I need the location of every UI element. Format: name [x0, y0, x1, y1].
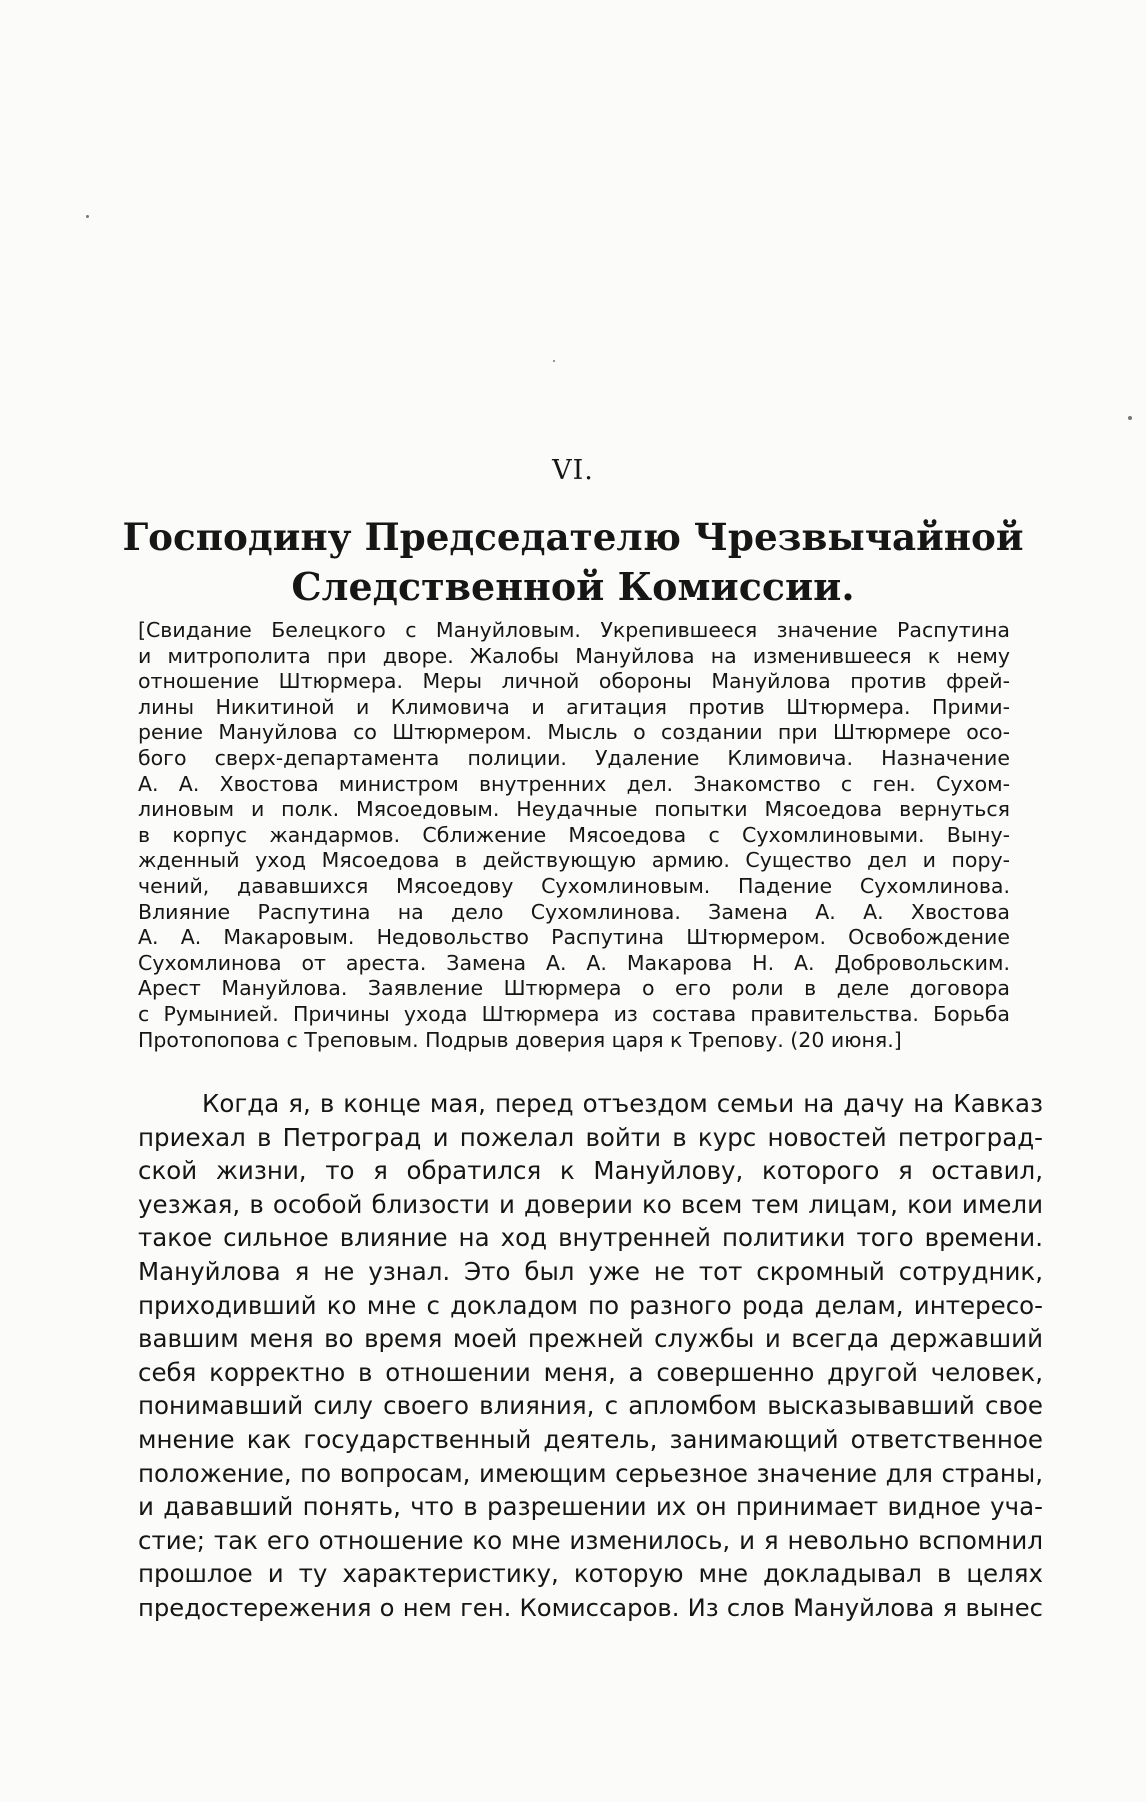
section-summary: [138, 618, 1010, 1053]
body-line: такое сильное влияние на ход внутренней политики того времени.: [138, 1223, 1043, 1253]
body-line: приехал в Петроград и пожелал войти в курс новостей петроград-: [138, 1122, 1043, 1152]
scan-speck: [86, 215, 89, 218]
body-line: мнение как государственный деятель, занимающий ответственное: [138, 1424, 1043, 1454]
summary-line: [Свидание Белецкого с Мануйловым. Укрепившееся значение Распутина: [138, 618, 1010, 642]
section-number: VI.: [552, 455, 594, 486]
scan-speck: [1128, 416, 1132, 420]
body-line: положение, по вопросам, имеющим серьезное значение для страны,: [138, 1458, 1043, 1488]
summary-line: А. А. Хвостова министром внутренних дел. Знакомство с ген. Сухом-: [138, 771, 1010, 796]
body-line: Когда я, в конце мая, перед отъездом семьи на дачу на Кавказ: [202, 1089, 1043, 1118]
summary-line: и митрополита при дворе. Жалобы Мануйлова на изменившееся к нему: [138, 643, 1010, 668]
summary-line: Протопопова с Треповым. Подрыв доверия царя к Трепову. (20 июня.]: [138, 1027, 902, 1052]
summary-line: чений, дававшихся Мясоедову Сухомлиновым. Падение Сухомлинова.: [138, 873, 1010, 898]
summary-line: Сухомлинова от ареста. Замена А. А. Макарова Н. А. Добровольским.: [138, 950, 1010, 975]
body-line: и дававший понять, что в разрешении их он принимает видное уча-: [138, 1492, 1043, 1522]
summary-line: с Румынией. Причины ухода Штюрмера из состава правительства. Борьба: [138, 1001, 1010, 1026]
body-line: Мануйлова я не узнал. Это был уже не тот скромный сотрудник,: [138, 1256, 1043, 1286]
summary-line: бого сверх-департамента полиции. Удаление Климовича. Назначение: [138, 745, 1010, 770]
letter-title: [120, 512, 1026, 612]
body-line: себя корректно в отношении меня, а совершенно другой человек,: [138, 1357, 1043, 1387]
body-line: предостережения о нем ген. Комиссаров. Из слов Мануйлова я вынес: [138, 1592, 1043, 1622]
body-line: ской жизни, то я обратился к Мануйлову, которого я оставил,: [138, 1156, 1043, 1186]
summary-line: жденный уход Мясоедова в действующую армию. Существо дел и пору-: [138, 848, 1010, 873]
body-text: [138, 1087, 1043, 1625]
summary-line: линовым и полк. Мясоедовым. Неудачные попытки Мясоедова вернуться: [138, 797, 1010, 822]
title-line: Следственной Комиссии.: [291, 564, 855, 609]
summary-line: лины Никитиной и Климовича и агитация против Штюрмера. Прими-: [138, 694, 1010, 719]
body-line: понимавший силу своего влияния, с апломбом высказывавший свое: [138, 1391, 1043, 1421]
title-line: Господину Председателю Чрезвычайной: [122, 515, 1024, 559]
summary-line: Арест Мануйлова. Заявление Штюрмера о его роли в деле договора: [138, 976, 1010, 1001]
body-line: приходивший ко мне с докладом по разного рода делам, интересо-: [138, 1290, 1043, 1320]
body-line: уезжая, в особой близости и доверии ко всем тем лицам, кои имели: [138, 1189, 1043, 1219]
summary-line: Влияние Распутина на дело Сухомлинова. Замена А. А. Хвостова: [138, 899, 1010, 924]
scan-speck: [553, 360, 555, 362]
body-line: вавшим меня во время моей прежней службы и всегда державший: [138, 1324, 1043, 1354]
summary-line: А. А. Макаровым. Недовольство Распутина Штюрмером. Освобождение: [138, 925, 1010, 950]
summary-line: в корпус жандармов. Сближение Мясоедова с Сухомлиновыми. Выну-: [138, 822, 1010, 847]
body-line: стие; так его отношение ко мне изменилось, и я невольно вспомнил: [138, 1525, 1043, 1555]
body-line: прошлое и ту характеристику, которую мне докладывал в целях: [138, 1559, 1043, 1589]
summary-line: отношение Штюрмера. Меры личной обороны Мануйлова против фрей-: [138, 669, 1010, 694]
summary-line: рение Мануйлова со Штюрмером. Мысль о создании при Штюрмере осо-: [138, 720, 1010, 745]
